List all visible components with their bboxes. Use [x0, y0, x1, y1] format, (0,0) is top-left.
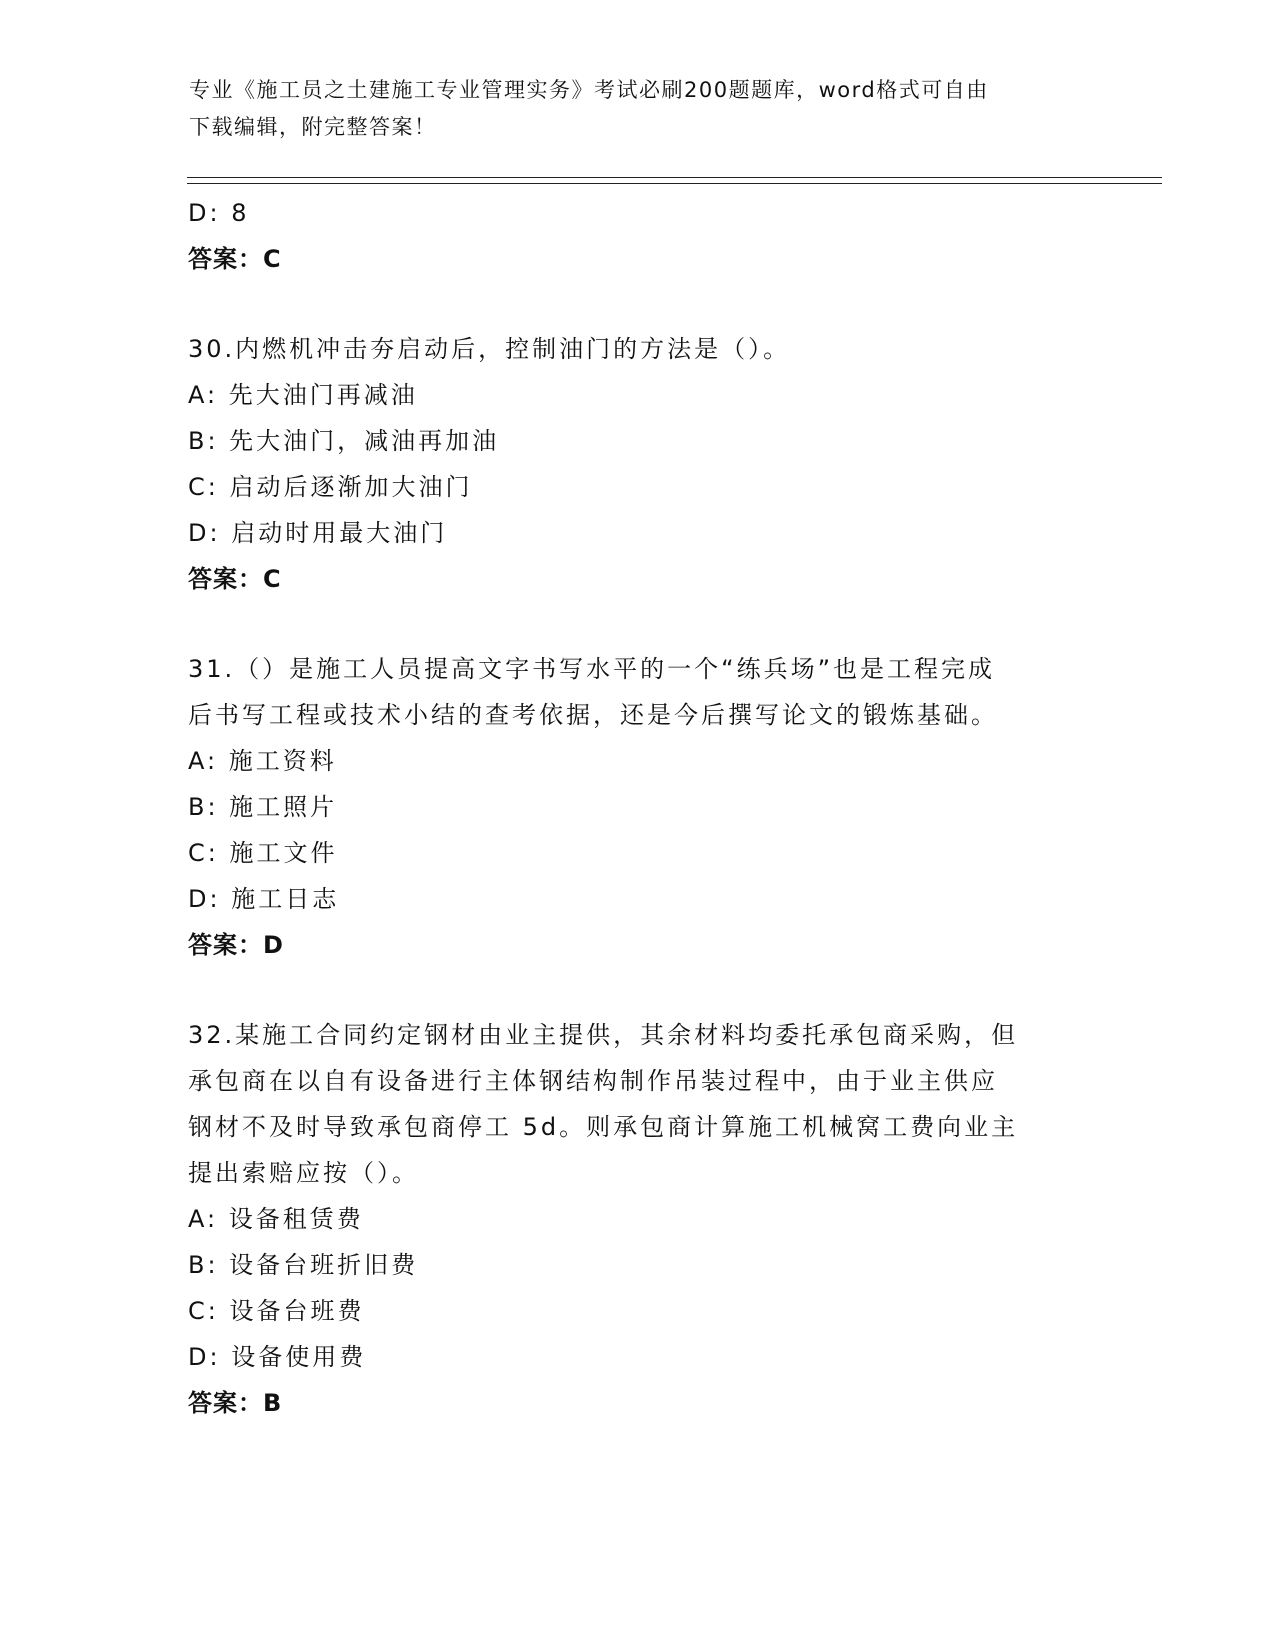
option-d: D: 启动时用最大油门	[188, 519, 448, 547]
document-header	[189, 72, 1069, 146]
question-stem-line: 钢材不及时导致承包商停工 5d。则承包商计算施工机械窝工费向业主	[188, 1113, 1019, 1141]
question-stem-line: 31.（）是施工人员提高文字书写水平的一个“练兵场”也是工程完成	[188, 655, 996, 683]
option-a: A: 施工资料	[188, 747, 337, 775]
option-b: B: 设备台班折旧费	[188, 1251, 419, 1279]
option-b: B: 先大油门，减油再加油	[188, 427, 500, 455]
question-block-30	[188, 326, 1088, 602]
carryover-option-d: D: 8	[188, 199, 250, 227]
option-c: C: 启动后逐渐加大油门	[188, 473, 473, 501]
spacer	[188, 282, 1088, 326]
option-a: A: 先大油门再减油	[188, 381, 418, 409]
option-d: D: 设备使用费	[188, 1343, 367, 1371]
question-block-31	[188, 646, 1088, 968]
question-content	[188, 190, 1088, 1426]
answer: 答案：B	[188, 1389, 283, 1417]
header-divider-top	[187, 177, 1162, 178]
option-b: B: 施工照片	[188, 793, 338, 821]
answer: 答案：C	[188, 565, 282, 593]
carryover-answer: 答案：C	[188, 245, 282, 273]
option-c: C: 设备台班费	[188, 1297, 365, 1325]
question-stem-line: 提出索赔应按（）。	[188, 1159, 419, 1187]
question-stem-line: 承包商在以自有设备进行主体钢结构制作吊装过程中，由于业主供应	[188, 1067, 998, 1095]
option-a: A: 设备租赁费	[188, 1205, 364, 1233]
spacer	[188, 968, 1088, 1012]
question-block-32	[188, 1012, 1088, 1426]
header-title-line-1: 专业《施工员之土建施工专业管理实务》考试必刷200题题库，word格式可自由	[189, 78, 989, 102]
question-stem-line: 后书写工程或技术小结的查考依据，还是今后撰写论文的锻炼基础。	[188, 701, 998, 729]
option-c: C: 施工文件	[188, 839, 338, 867]
question-stem-line: 32.某施工合同约定钢材由业主提供，其余材料均委托承包商采购，但	[188, 1021, 1019, 1049]
answer: 答案：D	[188, 931, 284, 959]
option-d: D: 施工日志	[188, 885, 340, 913]
question-stem-line: 30.内燃机冲击夯启动后，控制油门的方法是（）。	[188, 335, 791, 363]
header-title-line-2: 下载编辑，附完整答案！	[189, 115, 437, 139]
header-divider-bottom	[187, 183, 1162, 184]
spacer	[188, 602, 1088, 646]
